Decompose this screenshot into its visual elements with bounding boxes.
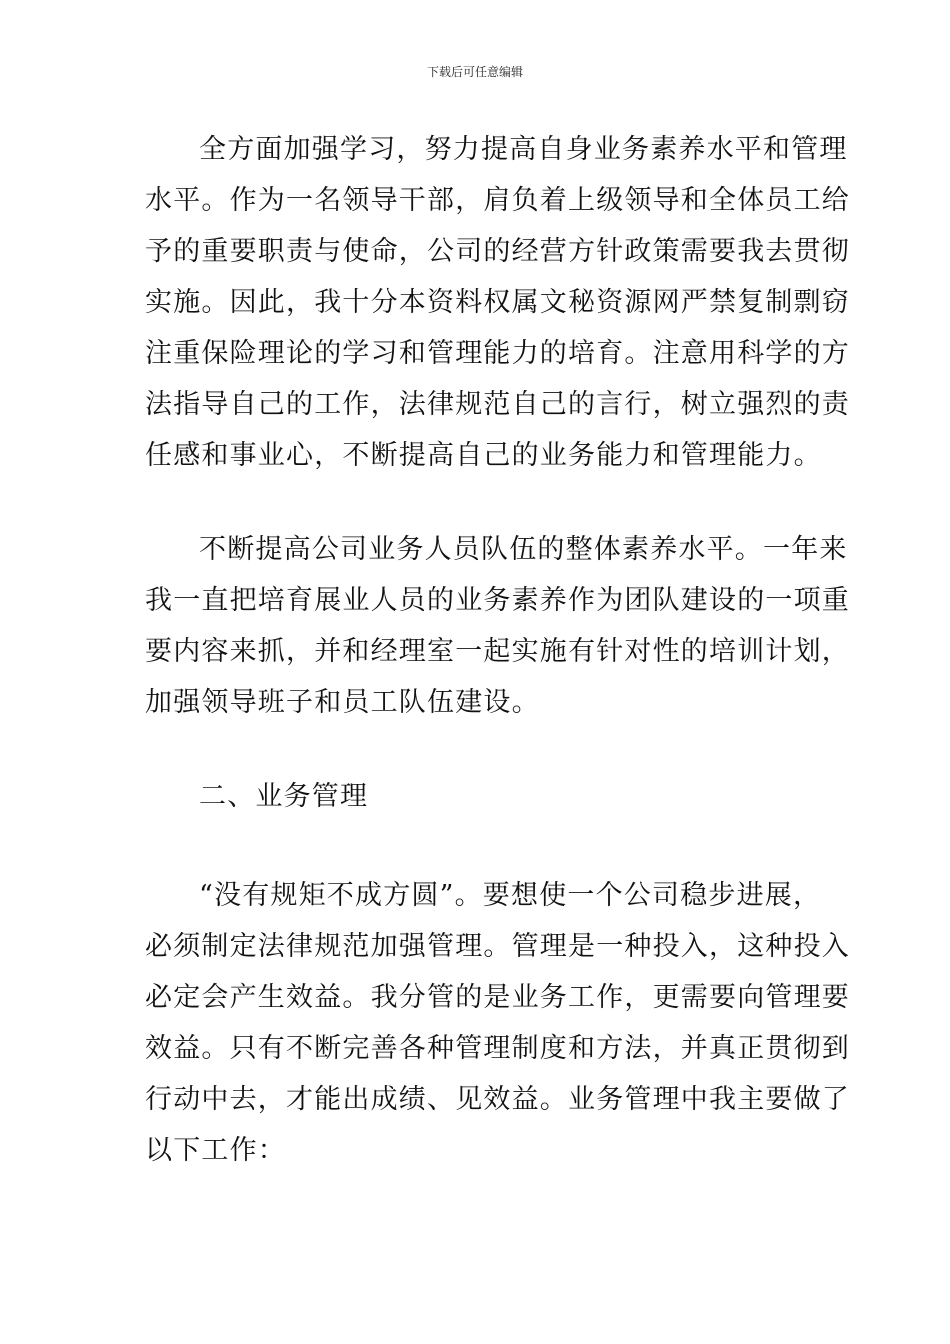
text-line: 予的重要职责与使命，公司的经营方针政策需要我去贯彻 <box>145 236 850 267</box>
paragraph-study <box>145 124 850 481</box>
text-line: 全方面加强学习，努力提高自身业务素养水平和管理 <box>199 134 848 165</box>
section-heading <box>145 771 810 822</box>
text-line: 水平。作为一名领导干部，肩负着上级领导和全体员工给 <box>145 185 850 216</box>
text-line: 法指导自己的工作，法律规范自己的言行，树立强烈的责 <box>145 389 850 420</box>
paragraph-team <box>145 524 850 728</box>
text-line: 要内容来抓，并和经理室一起实施有针对性的培训计划， <box>145 636 850 667</box>
text-line: 我一直把培育展业人员的业务素养作为团队建设的一项重 <box>145 585 850 616</box>
text-line: 实施。因此，我十分本资料权属文秘资源网严禁复制剽窃 <box>145 287 850 318</box>
text-line: 不断提高公司业务人员队伍的整体素养水平。一年来 <box>199 534 848 565</box>
text-line: 注重保险理论的学习和管理能力的培育。注意用科学的方 <box>145 338 850 369</box>
heading-text: 二、业务管理 <box>199 781 369 812</box>
paragraph-management <box>145 870 850 1176</box>
page-header: 下载后可任意编辑 <box>426 65 523 79</box>
text-line: 必定会产生效益。我分管的是业务工作，更需要向管理要 <box>145 982 850 1013</box>
text-line: 必须制定法律规范加强管理。管理是一种投入，这种投入 <box>145 931 850 962</box>
text-line: 行动中去，才能出成绩、见效益。业务管理中我主要做了 <box>145 1084 850 1115</box>
text-line: 加强领导班子和员工队伍建设。 <box>145 687 540 718</box>
text-line: 以下工作： <box>145 1135 286 1166</box>
text-line: “没有规矩不成方圆”。要想使一个公司稳步进展， <box>199 880 822 911</box>
text-line: 效益。只有不断完善各种管理制度和方法，并真正贯彻到 <box>145 1033 850 1064</box>
text-line: 任感和事业心，不断提高自己的业务能力和管理能力。 <box>145 440 822 471</box>
